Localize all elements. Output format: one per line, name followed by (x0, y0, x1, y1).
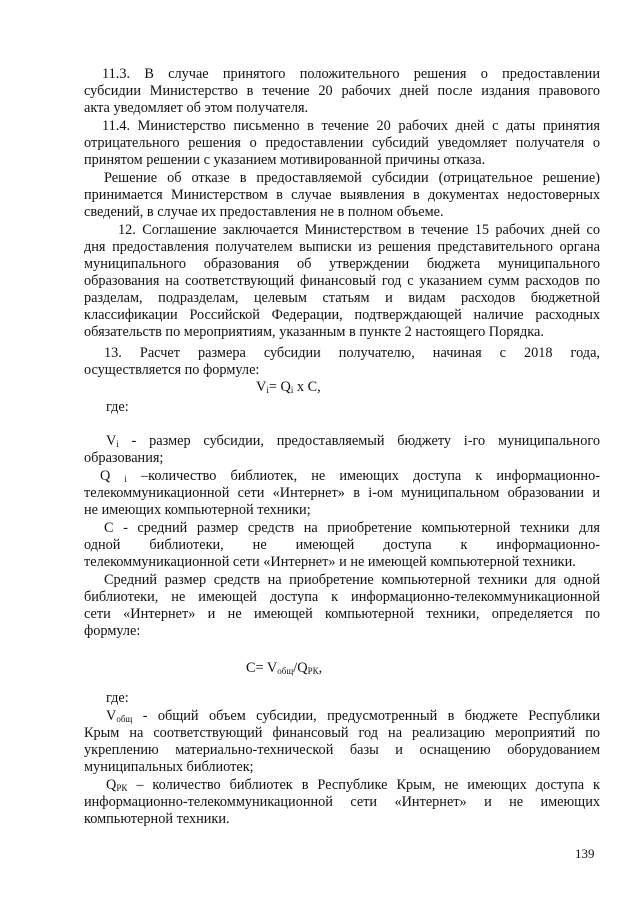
def-qrk-line-3: компьютерной техники. (84, 811, 230, 827)
formula-rest: x C, (293, 379, 321, 395)
formula-v-sub: i (266, 385, 269, 395)
p12-line-2: дня предоставления получателем выписки из решения представительного органа (84, 239, 600, 255)
formula-average: $C= V_{общ}/Q_{РК}$, (246, 660, 323, 676)
def-qrk-line-1: $Q_{РК}$ – количество библиотек в Республике Крым, не имеющих доступа к (106, 777, 600, 793)
formula2-q-sub: РК (307, 666, 319, 676)
def-qrk-text: – количество библиотек в Республике Крым, не имеющих доступа к (136, 777, 600, 793)
def-v-line-1: $V_i$ - размер субсидии, предоставляемый бюджету i-го муниципального (106, 433, 600, 449)
def-qrk-symbol: Q (106, 777, 117, 793)
refusal-line-3: сведений, в случае их предоставления не в полном объеме. (84, 204, 444, 220)
p13-line-1: 13. Расчет размера субсидии получателю, начиная с 2018 года, (104, 345, 600, 361)
page-number: 139 (575, 846, 595, 861)
where-label-2: где: (106, 690, 129, 706)
def-vobsh-line-1: $V_{общ}$ - общий объем субсидии, предусмотренный в бюджете Республики (106, 708, 600, 724)
def-v-symbol: V (106, 433, 117, 449)
def-vobsh-line-2: Крым на соответствующий финансовый год на реализацию мероприятий по (84, 725, 600, 741)
formula-v: V (256, 379, 267, 395)
refusal-line-2: принимается Министерством в случае выявления в документах недостоверных (84, 187, 600, 203)
p12-line-3: муниципального образования об утверждении бюджета муниципального (84, 256, 600, 272)
def-vobsh-line-3: укреплению материально-технической базы и оснащению оборудованием (84, 742, 600, 758)
def-vobsh-text: - общий объем субсидии, предусмотренный в бюджете Республики (142, 708, 600, 724)
avg-line-4: формуле: (84, 623, 141, 639)
p12-line-6: классификации Российской Федерации, подтверждающей наличие расходных (84, 307, 600, 323)
avg-line-1: Средний размер средств на приобретение компьютерной техники для одной (104, 572, 600, 588)
def-c-line-2: одной библиотеки, не имеющей доступа к информационно- (84, 537, 600, 553)
formula2-c-v: C= V (246, 660, 278, 676)
p11-3-line-3: акта уведомляет об этом получателя. (84, 100, 309, 116)
def-c-line-1: С - средний размер средств на приобретение компьютерной техники для (104, 520, 600, 536)
formula-subsidy (256, 379, 321, 399)
p11-4-line-2: отрицательного решения о предоставлении субсидий уведомляет получателя о (84, 135, 600, 151)
def-qrk-line-2: информационно-телекоммуникационной сети «Интернет» и не имеющих (84, 794, 600, 810)
def-q-text: –количество библиотек, не имеющих доступа к информационно- (141, 468, 600, 484)
avg-line-2: библиотеки, не имеющей доступа к информационно-телекоммуникационной (84, 589, 600, 605)
def-q-line-1: Q $_i$ –количество библиотек, не имеющих доступа к информационно- (100, 468, 600, 484)
def-v-text: - размер субсидии, предоставляемый бюджету i-го муниципального (131, 433, 600, 449)
def-q-symbol: Q (100, 468, 111, 484)
p11-3-line-2: субсидии Министерство в течение 20 рабочих дней после издания правового (84, 83, 600, 99)
def-vobsh-symbol: V (106, 708, 117, 724)
p11-4-line-3: принятом решении с указанием мотивированной причины отказа. (84, 152, 486, 168)
avg-line-3: сети «Интернет» и не имеющей компьютерной техники, определяется по (84, 606, 600, 622)
p12-line-1: 12. Соглашение заключается Министерством в течение 15 рабочих дней со (118, 222, 600, 238)
formula2-mid: /Q (293, 660, 308, 676)
p13-line-2: осуществляется по формуле: (84, 362, 260, 378)
p11-4-line-1: 11.4. Министерство письменно в течение 20 рабочих дней с даты принятия (102, 118, 600, 134)
refusal-line-1: Решение об отказе в предоставляемой субсидии (отрицательное решение) (104, 170, 600, 186)
where-label-1: где: (106, 399, 129, 415)
formula-q-sub: i (290, 385, 294, 395)
p12-line-5: разделам, подразделам, целевым статьям и видам расходов бюджетной (84, 290, 600, 306)
def-vobsh-line-4: муниципальных библиотек; (84, 759, 254, 775)
def-c-line-3: телекоммуникационной сети «Интернет» и не имеющей компьютерной техники. (84, 554, 576, 570)
formula-eq-q: = Q (268, 379, 291, 395)
def-v-line-2: образования; (84, 450, 164, 466)
formula2-v-sub: общ (277, 666, 294, 676)
p12-line-7: обязательств по мероприятиям, указанным в пункте 2 настоящего Порядка. (84, 324, 544, 340)
p12-line-4: образования на соответствующий финансовый год с указанием сумм расходов по (84, 273, 600, 289)
def-q-line-2: телекоммуникационной сети «Интернет» в i-ом муниципальном образовании и (84, 485, 600, 501)
def-q-line-3: не имеющих компьютерной техники; (84, 502, 311, 518)
p11-3-line-1: 11.3. В случае принятого положительного решения о предоставлении (102, 66, 600, 82)
